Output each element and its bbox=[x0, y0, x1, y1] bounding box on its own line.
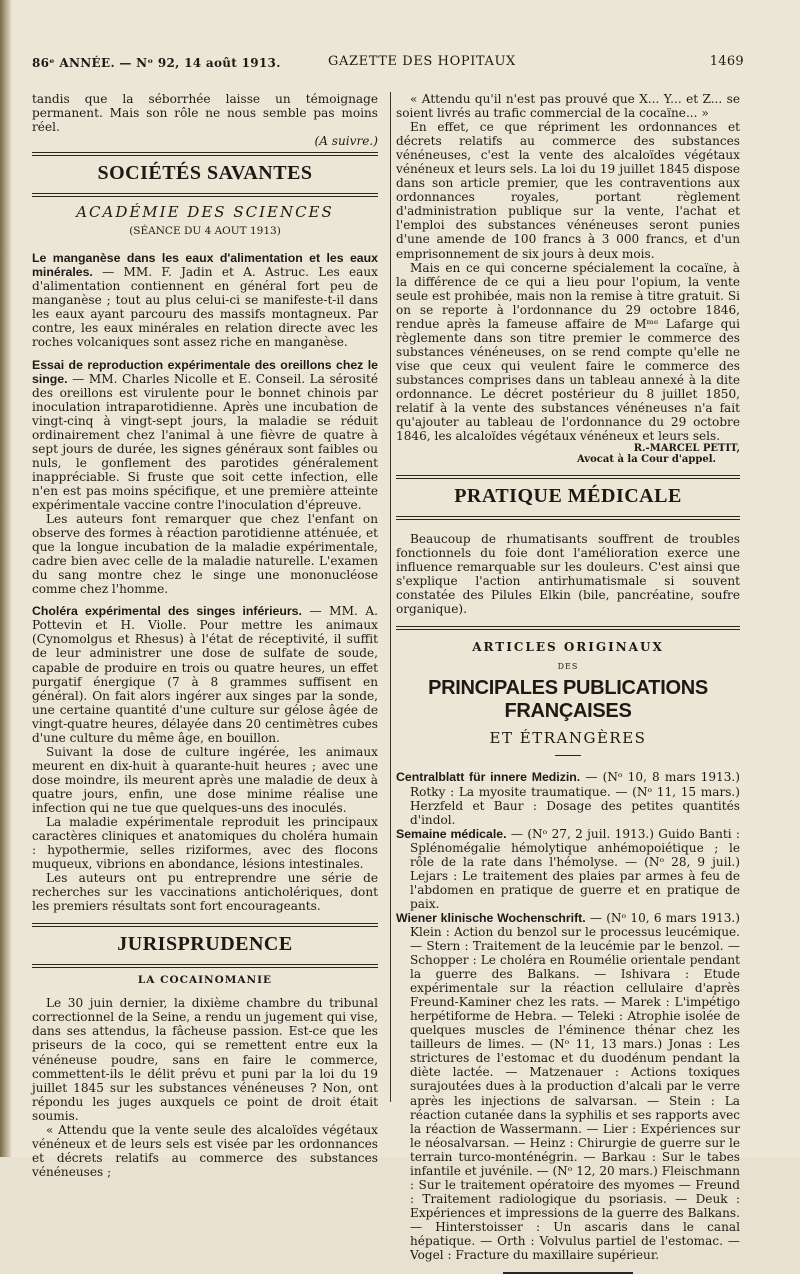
paragraph: Les auteurs font remarquer que chez l'enfant on observe des formes à réaction parotidienne atténuée, et que la longue incubation de la maladie expérimentale, cadre bien avec celle de la maladie naturelle. L'examen du sang montre chez le singe une mononucléose comme chez l'homme. bbox=[32, 512, 378, 597]
paragraph: Suivant la dose de culture ingérée, les animaux meurent en dix-huit à quarante-huit heures ; avec une dose moindre, ils meurent après une maladie de deux à quatre jours, enfin, une dose minime réalise une infection qui ne tue que quelques-uns des inoculés. bbox=[32, 744, 378, 815]
article-heading-cocainomanie: LA COCAINOMANIE bbox=[137, 974, 273, 987]
author-title: Avocat à la Cour d'appel. bbox=[576, 454, 716, 466]
continued-text: tandis que la séborrhée laisse un témoignage permanent. Mais son rôle ne nous semble pas moins réel. bbox=[32, 92, 378, 135]
paragraph: Beaucoup de rhumatisants souffrent de troubles fonctionnels du foie dont l'amélioration exerce une influence remarquable sur les douleurs. C'est ainsi que s'explique l'action antirhumatismale si souvent constatée des Pilules Elkin (bile, pancréatine, soufre organique). bbox=[396, 532, 740, 617]
section-heading-jurisprudence: JURISPRUDENCE bbox=[117, 933, 293, 956]
communication-manganese: Le manganèse dans les eaux d'alimentation et les eaux minérales. — MM. F. Jadin et A. Astruc. Les eaux d'alimentation contiennent en général fort peu de manganèse ; tout au plus celui-ci se manifeste-t-il dans les eaux ayant parcouru des massifs montagneux. Par contre, les eaux minérales en relation directe avec les roches volcaniques sont assez riche en manganèse. bbox=[32, 251, 378, 350]
short-rule bbox=[555, 755, 581, 756]
column-divider bbox=[390, 92, 391, 1102]
section-rule bbox=[396, 475, 740, 479]
section-heading-societes: SOCIÉTÉS SAVANTES bbox=[97, 162, 313, 185]
paragraph: En effet, ce que répriment les ordonnances et décrets relatifs au commerce des substances vénéneuses, c'est la vente des alcaloïdes végétaux vénéneux et leurs sels. La loi du 19 juillet 1845 dispose dans son article premier, que les contraventions aux ordonnances royales, portant règlement d'administration publique sur la vente, l'achat et l'emploi des substances vénéneuses seront punies d'une amende de 100 francs à 3 000 francs, et d'un emprisonnement de six jours à deux mois. bbox=[396, 120, 740, 261]
page-number: 1469 bbox=[709, 54, 744, 69]
issue-info: 86ᵉ ANNÉE. — Nᵒ 92, 14 août 1913. bbox=[32, 56, 281, 70]
right-column bbox=[396, 92, 740, 1274]
reference-entry: Wiener klinische Wochenschrift. — (Nᵒ 10, 6 mars 1913.) Klein : Action du benzol sur le processus leucémique. — Stern : Traitement de la leucémie par le benzol. — Schopper : Le choléra en Roumélie orientale pendant la guerre des Balkans. — Ishivara : Etude expérimentale sur la réaction cellulaire d'après Freund-Kaminer chez les rats. — Marek : L'impétigo herpétiforme de Hebra. — Teleki : Atrophie isolée de quelques muscles de l'éminence thénar chez les tailleurs de limes. — (Nᵒ 11, 13 mars.) Jonas : Les strictures de l'estomac et du duodénum pendant la diète lactée. — Matzenauer : Actions toxiques surajoutées dues à la production d'alcali par le verre après les injections de salvarsan. — Stein : La réaction cutanée dans la syphilis et ses rapports avec la réaction de Wassermann. — Lier : Expériences sur le néosalvarsan. — Heinz : Chirurgie de guerre sur le terrain turco-monténégrin. — Barkau : Sur le tabes infantile et juvénile. — (Nᵒ 12, 20 mars.) Fleischmann : Sur le traitement opératoire des myomes — Freund : Traitement radiologique du psoriasis. — Deuk : Expériences et impressions de la guerre des Balkans. — Hinterstoisser : Un ascaris dans le canal hépatique. — Orth : Volvulus partiel de l'estomac. — Vogel : Fracture du maxillaire supérieur. bbox=[396, 910, 740, 1263]
articles-des: DES bbox=[557, 662, 579, 672]
articles-heading: ARTICLES ORIGINAUX bbox=[472, 640, 664, 655]
section-rule bbox=[32, 923, 378, 927]
paragraph: « Attendu qu'il n'est pas prouvé que X... Y... et Z... se soient livrés au trafic commercial de la cocaïne... » bbox=[396, 92, 740, 121]
author-signature: R.-MARCEL PETIT, bbox=[633, 443, 740, 455]
section-rule bbox=[32, 152, 378, 156]
section-rule bbox=[32, 193, 378, 197]
academie-heading: ACADÉMIE DES SCIENCES bbox=[76, 203, 334, 222]
communication-cholera: Choléra expérimental des singes inférieurs. — MM. A. Pottevin et H. Violle. Pour mettre les animaux (Cynomolgus et Rhesus) à l'état de réceptivité, il suffit de leur administrer une dose de sulfate de soude, capable de produire en trois ou quatre heures, un effet purgatif énergique (7 à 8 grammes suffisent en général). On fait alors ingérer aux singes par la sonde, une certaine quantité d'une culture sur gélose âgée de vingt-quatre heures, délayée dans 20 centimètres cubes d'une culture du même âge, en bouillon. bbox=[32, 604, 378, 745]
paragraph: Mais en ce qui concerne spécialement la cocaïne, à la différence de ce qui a lieu pour l'opium, la vente seule est prohibée, mais non la remise à titre gratuit. Si on se reporte à l'ordonnance du 29 octobre 1846, rendue après la fameuse affaire de Mᵐᵉ Lafarge qui règlemente dans son titre premier le commerce des substances vénéneuses, on se rend compte qu'elle ne vise que ceux qui veulent faire le commerce des substances comprises dans un tableau annexé à la dite ordonnance. Le décret postérieur du 8 juillet 1850, relatif à la vente des substances vénéneuses n'a fait qu'ajouter au tableau de l'ordonnance du 29 octobre 1846, les alcaloïdes végétaux vénéneux et leurs sels. bbox=[396, 260, 740, 444]
section-rule bbox=[396, 516, 740, 520]
to-be-continued: (A suivre.) bbox=[314, 134, 378, 149]
reference-entry: Centralblatt für innere Medizin. — (Nᵒ 10, 8 mars 1913.) Rotky : La myosite traumatique. — (Nᵒ 11, 15 mars.) Herzfeld et Baur : Dosage des petites quantités d'indol. bbox=[396, 770, 740, 827]
section-rule bbox=[32, 964, 378, 968]
page-binding-edge bbox=[0, 0, 12, 1157]
paragraph: Les auteurs ont pu entreprendre une série de recherches sur les vaccinations anticholériques, dont les premiers résultats sont fort encourageants. bbox=[32, 871, 378, 914]
reference-entry: Semaine médicale. — (Nᵒ 27, 2 juil. 1913.) Guido Banti : Splénomégalie hémolytique anhémopoiétique ; le rôle de la rate dans l'hémolyse. — (Nᵒ 28, 9 juil.) Lejars : Le traitement des plaies par armes à feu de l'abdomen en pratique de guerre et en pratique de paix. bbox=[396, 826, 740, 911]
etrangeres-heading: ET ÉTRANGÈRES bbox=[489, 729, 647, 748]
principales-heading: PRINCIPALES PUBLICATIONS FRANÇAISES bbox=[428, 677, 708, 723]
communication-oreillons: Essai de reproduction expérimentale des oreillons chez le singe. — MM. Charles Nicolle et E. Conseil. La sérosité des oreillons est virulente pour le bonnet chinois par inoculation intraparotidienne. Après une incubation de vingt-cinq à vingt-sept jours, la maladie se réduit ordinairement chez l'animal à une fièvre de quatre à sept jours de durée, les signes généraux sont faibles ou nuls, le gonflement des parotides généralement inappréciable. Si fruste que soit cette infection, elle n'en est pas moins spécifique, et une première atteinte expérimentale vaccine contre l'inoculation d'épreuve. bbox=[32, 357, 378, 512]
paragraph: La maladie expérimentale reproduit les principaux caractères cliniques et anatomiques du choléra humain : hypothermie, selles riziformes, avec des flocons muqueux, vibrions en abondance, lésions intestinales. bbox=[32, 815, 378, 872]
paragraph: Le 30 juin dernier, la dixième chambre du tribunal correctionnel de la Seine, a rendu un jugement qui vise, dans ses attendus, la fâcheuse passion. Est-ce que les priseurs de la coco, qui se remettent entre eux la vénéneuse poudre, sans en faire le commerce, commettent-ils le délit prévu et puni par la loi du 19 juillet 1845 sur les substances vénéneuses ? Non, ont répondu les juges auxquels ce point de droit était soumis. bbox=[32, 996, 378, 1123]
left-column bbox=[32, 92, 378, 1179]
session-date: (SÉANCE DU 4 AOUT 1913) bbox=[129, 225, 281, 238]
page-header bbox=[32, 52, 744, 74]
paragraph: « Attendu que la vente seule des alcaloïdes végétaux vénéneux et de leurs sels est visée par les ordonnances et décrets relatifs au commerce des substances vénéneuses ; bbox=[32, 1122, 378, 1179]
section-heading-pratique: PRATIQUE MÉDICALE bbox=[454, 485, 682, 508]
journal-title: GAZETTE DES HOPITAUX bbox=[328, 54, 516, 69]
section-rule bbox=[396, 626, 740, 630]
